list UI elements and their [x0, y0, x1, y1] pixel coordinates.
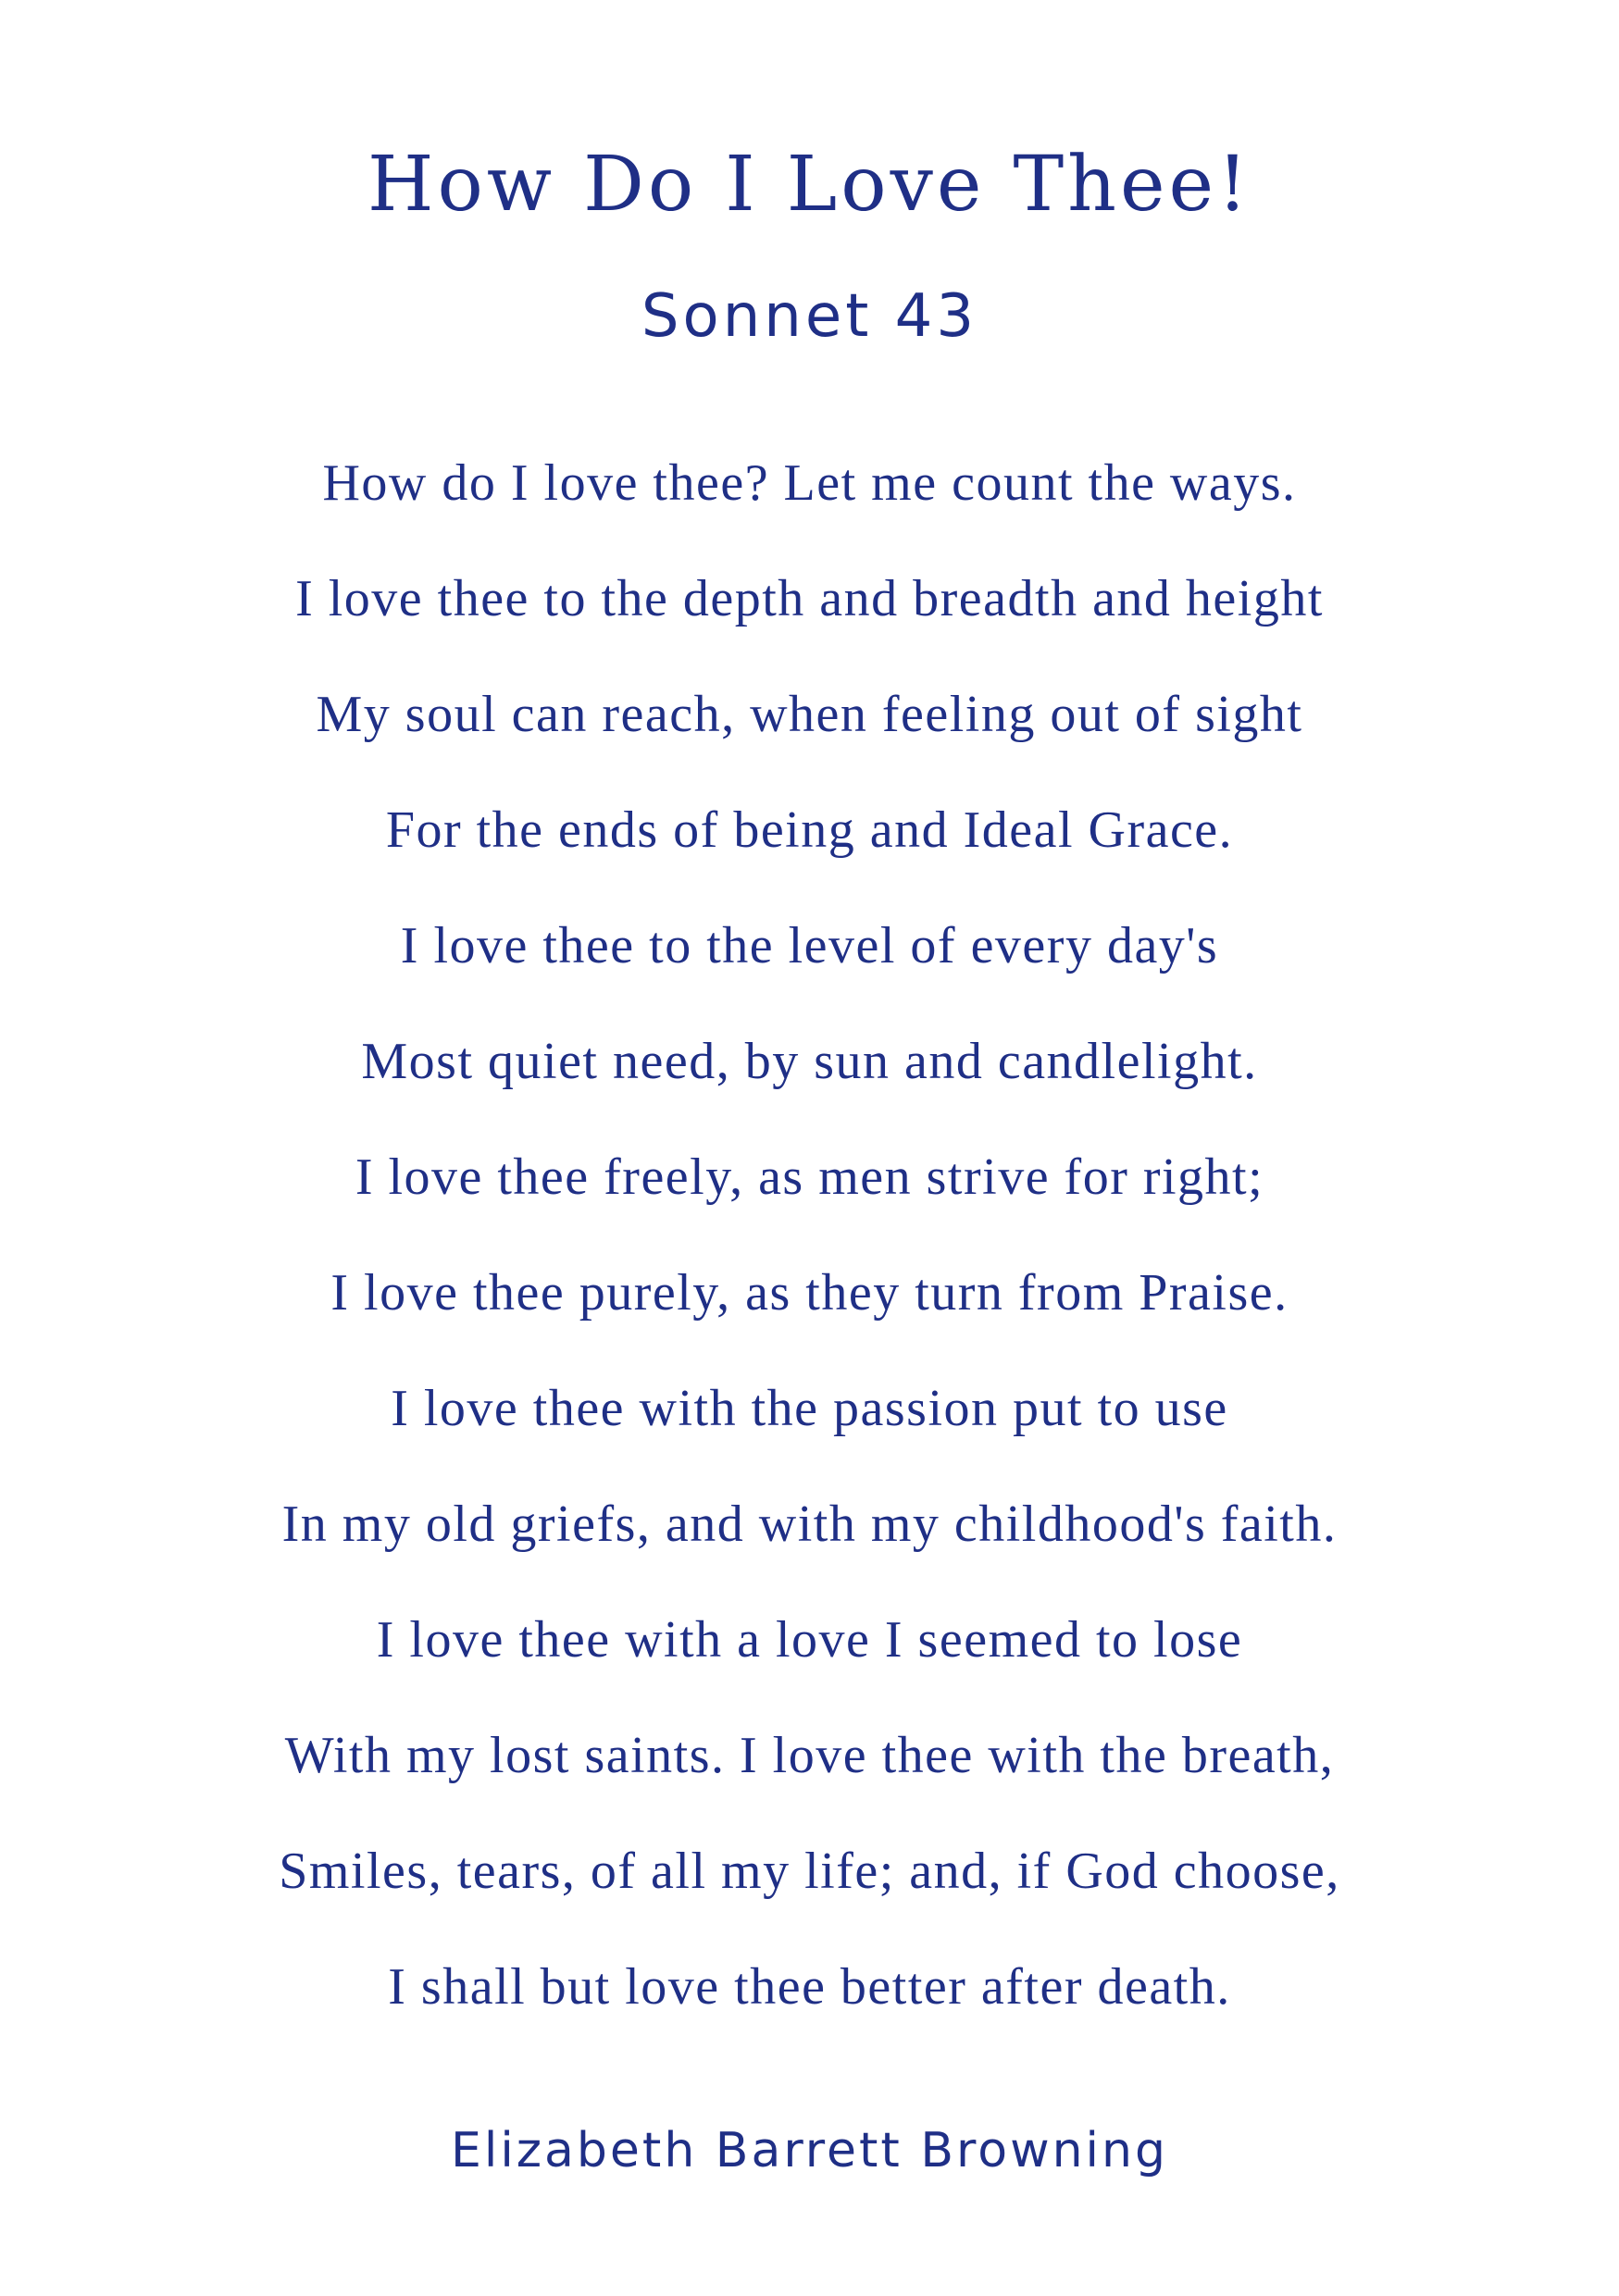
poem-line: With my lost saints. I love thee with the breath,	[284, 1727, 1335, 1784]
poem-body	[0, 437, 1619, 2056]
poem-line: Smiles, tears, of all my life; and, if God choose,	[279, 1843, 1340, 1900]
poem-author: Elizabeth Barrett Browning	[451, 2123, 1168, 2178]
poem-line: I shall but love thee better after death.	[388, 1958, 1231, 2016]
poem-line: I love thee purely, as they turn from Praise.	[330, 1264, 1289, 1322]
poem-line: I love thee with the passion put to use	[391, 1380, 1228, 1437]
poem-line: How do I love thee? Let me count the ways.	[322, 454, 1297, 512]
poem-line: I love thee with a love I seemed to lose	[376, 1611, 1243, 1669]
poem-line: I love thee to the depth and breadth and height	[295, 570, 1324, 627]
poem-line: I love thee to the level of every day's	[400, 917, 1219, 974]
poem-line: I love thee freely, as men strive for right;	[355, 1148, 1264, 1206]
poem-line: In my old griefs, and with my childhood's faith.	[281, 1496, 1338, 1553]
poem-line: My soul can reach, when feeling out of sight	[316, 686, 1303, 743]
poem-line: Most quiet need, by sun and candlelight.	[361, 1033, 1258, 1090]
poem-subtitle: Sonnet 43	[641, 282, 978, 351]
poem-title: How Do I Love Thee!	[367, 141, 1252, 229]
poem-line: For the ends of being and Ideal Grace.	[385, 801, 1234, 859]
